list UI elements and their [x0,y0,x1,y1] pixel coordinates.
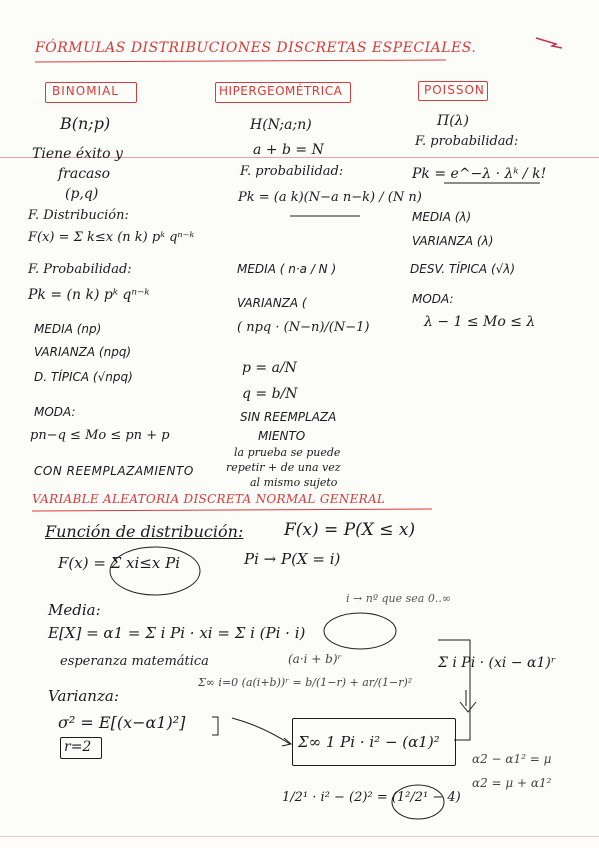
poisson-header: POISSON [424,83,485,97]
hipergeometrica-note: la prueba se puede [234,446,341,459]
binomial-prob-formula: Pk = (n k) pᵏ qⁿ⁻ᵏ [28,287,150,303]
hipergeometrica-header: HIPERGEOMÉTRICA [219,84,343,98]
arrow-icon [232,718,290,744]
hipergeometrica-relation: a + b = N [253,142,324,158]
varianza-formula: σ² = E[(x−α1)²] [58,713,186,732]
general-header: VARIABLE ALEATORIA DISCRETA NORMAL GENERAL [32,492,386,506]
poisson-varianza: VARIANZA (λ) [412,234,494,248]
function-definition: F(x) = P(X ≤ x) [284,520,416,540]
hipergeometrica-prob-label: F. probabilidad: [240,164,344,179]
pi-definition: Pi → P(X = i) [244,550,341,568]
bracket [438,640,470,740]
hipergeometrica-footer: MIENTO [258,429,306,443]
binomial-footer: CON REEMPLAZAMIENTO [34,464,194,478]
poisson-notation: Π(λ) [437,113,470,129]
binomial-notation: B(n;p) [60,114,111,133]
hipergeometrica-note: repetir + de una vez [226,461,341,474]
hipergeometrica-p: p = a/N [242,360,297,376]
binomial-moda-label: MODA: [34,405,76,419]
poisson-desv-tipica: DESV. TÍPICA (√λ) [410,262,516,276]
binomial-dist-label: F. Distribución: [28,208,129,223]
hipergeometrica-prob-formula: Pk = (a k)(N−a n−k) / (N n) [238,190,422,205]
binomial-moda-formula: pn−q ≤ Mo ≤ pn + p [30,428,170,443]
hipergeometrica-varianza-label: VARIANZA ( [237,296,307,310]
binomial-header: BINOMIAL [52,84,119,98]
binomial-media: MEDIA (np) [34,322,102,336]
poisson-prob-label: F. probabilidad: [415,134,519,149]
double-arrow-icon [460,690,476,712]
hipergeometrica-footer: SIN REEMPLAZA [240,410,337,424]
side-note: i → nº que sea 0..∞ [346,592,451,605]
binomial-prob-label: F. Probabilidad: [28,262,132,277]
result-formula: Σ∞ 1 Pi · i² − (α1)² [298,733,440,751]
final-formula: 1/2¹ · i² − (2)² = (1²/2¹ − 4) [282,790,461,805]
moment-formula: Σ i Pi · (xi − α1)ʳ [438,655,556,671]
media-formula: E[X] = α1 = Σ i Pi · xi = Σ i (Pi · i) [48,624,306,642]
page-title: FÓRMULAS DISTRIBUCIONES DISCRETAS ESPECIALES. [35,40,477,56]
poisson-prob-formula: Pk = e^−λ · λᵏ / k! [412,166,547,182]
binomial-note: fracaso [58,166,111,182]
circle-highlight [110,547,200,595]
binom-note: (a·i + b)ʳ [288,652,342,666]
media-label: Media: [48,601,101,619]
alpha-note: α2 = μ + α1² [472,776,552,790]
hipergeometrica-notation: H(N;a;n) [250,117,312,133]
series-note: Σ∞ i=0 (a(i+b))ʳ = b/(1−r) + ar/(1−r)² [198,676,413,689]
binomial-desv-tipica: D. TÍPICA (√npq) [34,370,133,384]
function-sum: F(x) = Σ xi≤x Pi [58,554,180,572]
hipergeometrica-note: al mismo sujeto [250,476,338,489]
hipergeometrica-varianza-formula: ( npq · (N−n)/(N−1) [237,320,370,335]
binomial-note: (p,q) [65,186,99,202]
function-label: Función de distribución: [45,522,244,541]
alpha-note: α2 − α1² = μ [472,752,552,766]
binomial-dist-formula: F(x) = Σ k≤x (n k) pᵏ qⁿ⁻ᵏ [28,230,195,245]
binomial-note: Tiene éxito y [32,146,123,162]
binomial-varianza: VARIANZA (npq) [34,345,132,359]
hipergeometrica-q: q = b/N [242,386,298,402]
hipergeometrica-media: MEDIA ( n·a / N ) [237,262,337,276]
poisson-moda-formula: λ − 1 ≤ Mo ≤ λ [424,314,536,330]
circle-highlight [324,613,396,649]
poisson-media: MEDIA (λ) [412,210,472,224]
r-value: r=2 [64,739,92,755]
poisson-moda-label: MODA: [412,292,454,306]
circle-highlight [392,785,444,819]
esperanza-note: esperanza matemática [60,654,209,669]
varianza-label: Varianza: [48,687,119,705]
